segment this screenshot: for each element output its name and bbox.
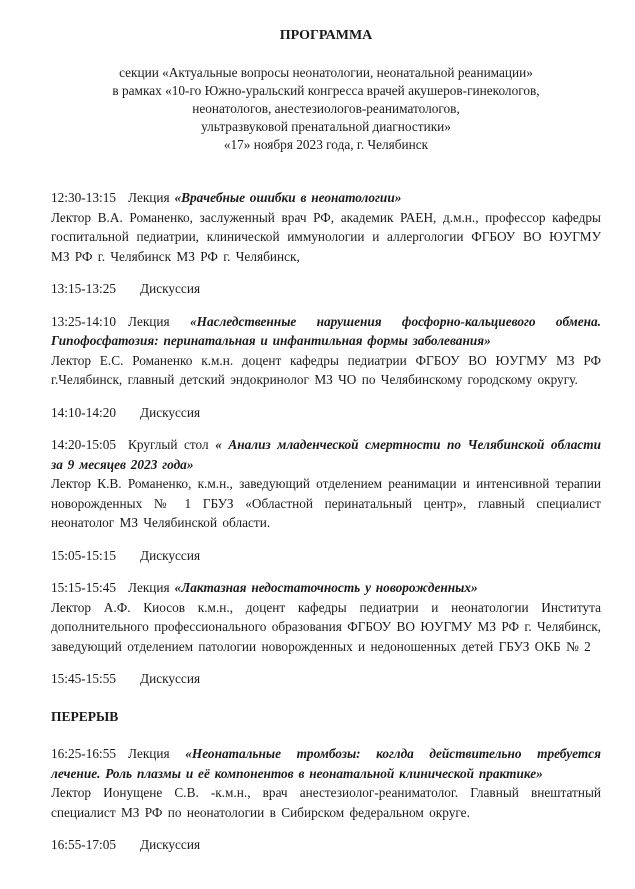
break-row [51,707,601,727]
doc-subtitle-line: неонатологов, анестезиологов-реаниматологов, [192,101,460,116]
schedule [51,188,601,855]
session-block [51,435,601,533]
discussion-label: Дискуссия [140,547,201,563]
discussion-label: Дискуссия [140,837,201,852]
session-type-label: Лекция [128,313,170,329]
session-type-label: Лекция [128,580,170,595]
session-type-label: Круглый стол [128,437,209,452]
discussion-time: 16:55-17:05 [51,837,117,852]
session-lecturer: Лектор Ионущене С.В. -к.м.н., врач анестезиолог-реаниматолог. Главный внештатный специалист МЗ РФ по неонатологии в Сибирском федеральном округе. [51,785,601,820]
session-block [51,578,601,656]
discussion-time: 15:45-15:55 [51,671,117,686]
discussion-label: Дискуссия [140,404,201,420]
session-block [51,744,601,822]
session-lecturer: Лектор А.Ф. Киосов к.м.н., доцент кафедры педиатрии и неонатологии Института дополнительного профессионального образования ФГБОУ ВО ЮУГМУ МЗ РФ г. Челябинск, заведующий отделением патологии новорожденных и недоношенных детей ГБУЗ ОКБ № 2 [51,599,601,654]
session-title: «Наследственные нарушения фосфорно-кальциевого обмена. Гипофосфатозия: перинатальная и инфантильная формы заболевания» [51,313,602,348]
session-title: « Анализ младенческой смертности по Челябинской области за 9 месяцев 2023 года» [51,437,601,472]
doc-subtitle-line: ультразвуковой пренатальной диагностики» [201,119,451,134]
session-time: 16:25-16:55 [51,746,117,761]
session-title: «Лактазная недостаточность у новорожденных» [174,580,478,595]
doc-subtitle-line: в рамках «10-го Южно-уральский конгресса врачей акушеров-гинекологов, [112,83,540,98]
session-heading [51,744,601,783]
doc-title: ПРОГРАММА [279,28,373,43]
session-heading [51,435,601,474]
break-label: ПЕРЕРЫВ [51,708,119,724]
session-title: «Неонатальные тромбозы: коглда действительно требуется лечение. Роль плазмы и её компонентов в неонатальной клинической практике» [51,746,601,781]
session-heading [51,188,601,208]
session-lecturer: Лектор В.А. Романенко, заслуженный врач РФ, академик РАЕН, д.м.н., профессор кафедры госпитальной педиатрии, клинической иммунологии и аллергологии ФГБОУ ВО ЮУГМУ МЗ РФ г. Челябинск МЗ РФ г. Челябинск, [51,209,601,264]
discussion-time: 14:10-14:20 [51,404,117,420]
discussion-time: 13:15-13:25 [51,281,117,296]
discussion-label: Дискуссия [140,281,201,296]
session-heading [51,578,601,598]
discussion-row [51,669,601,689]
discussion-row [51,835,601,855]
session-type-label: Лекция [128,190,170,205]
session-title: «Врачебные ошибки в неонатологии» [174,190,402,205]
session-time: 13:25-14:10 [51,313,117,329]
discussion-row [51,279,601,299]
session-time: 14:20-15:05 [51,437,117,452]
session-lecturer: Лектор Е.С. Романенко к.м.н. доцент кафедры педиатрии ФГБОУ ВО ЮУГМУ МЗ РФ г.Челябинск, главный детский эндокринолог МЗ ЧО по Челябинскому городскому округу. [51,352,601,387]
session-block [51,188,601,266]
session-time: 15:15-15:45 [51,580,117,595]
doc-subtitle-line: «17» ноября 2023 года, г. Челябинск [223,137,429,152]
doc-subtitle-line: секции «Актуальные вопросы неонатологии, неонатальной реанимации» [119,65,533,80]
discussion-row [51,403,601,423]
session-heading [51,312,601,351]
session-type-label: Лекция [128,746,170,761]
session-lecturer: Лектор К.В. Романенко, к.м.н., заведующий отделением реанимации и интенсивной терапии новорожденных № 1 ГБУЗ «Областной перинатальный центр», главный специалист неонатолог МЗ Челябинской области. [51,476,601,530]
session-time: 12:30-13:15 [51,190,117,205]
doc-subtitle [51,64,601,154]
discussion-label: Дискуссия [140,671,201,686]
discussion-time: 15:05-15:15 [51,547,117,563]
discussion-row [51,546,601,566]
session-block [51,312,601,390]
